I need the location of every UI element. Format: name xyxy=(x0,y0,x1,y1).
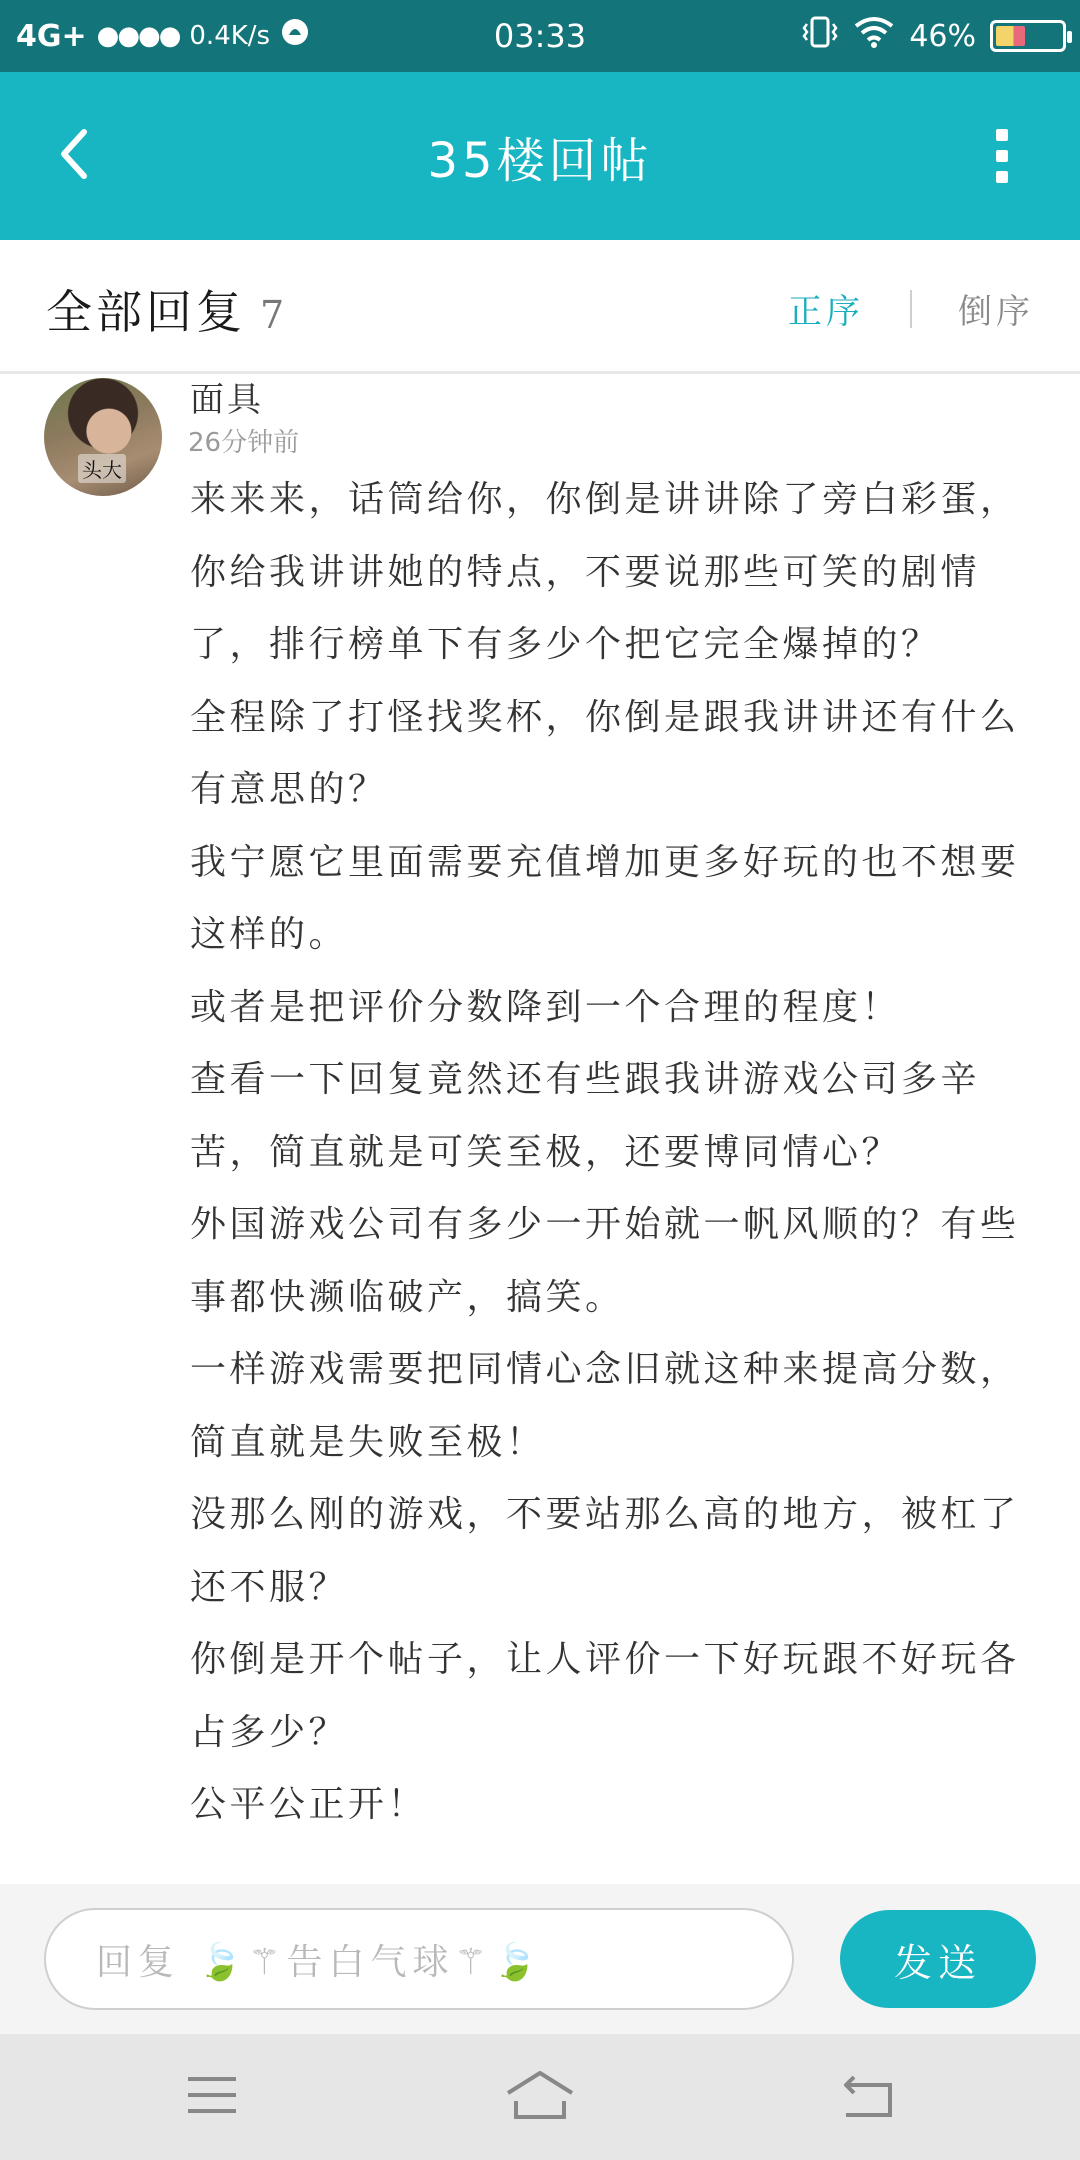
more-vertical-icon xyxy=(996,171,1008,183)
wifi-icon xyxy=(853,16,895,56)
back-arrow-icon xyxy=(54,126,94,186)
post-paragraph: 我宁愿它里面需要充值增加更多好玩的也不想要这样的。 xyxy=(190,841,1020,955)
sort-ascending-button[interactable]: 正序 xyxy=(788,292,864,332)
back-button[interactable] xyxy=(36,118,112,194)
post-paragraph: 外国游戏公司有多少一开始就一帆风顺的？有些事都快濒临破产，搞笑。 xyxy=(190,1204,1020,1318)
network-speed: 0.4K/s xyxy=(189,21,271,51)
status-bar xyxy=(0,0,1080,72)
nav-home-button[interactable] xyxy=(500,2064,580,2130)
more-options-button[interactable] xyxy=(964,118,1040,194)
status-right xyxy=(801,0,1066,72)
battery-percent: 46% xyxy=(909,18,976,54)
app-bar xyxy=(0,72,1080,240)
more-vertical-icon xyxy=(996,150,1008,162)
menu-icon xyxy=(186,2073,238,2121)
avatar-caption: 头大 xyxy=(78,454,126,483)
reply-post xyxy=(0,374,1080,1884)
back-icon xyxy=(840,2071,896,2123)
battery-icon xyxy=(990,20,1066,52)
reply-input-placeholder: 回复 🍃⚚告白气球⚚🍃 xyxy=(96,1941,544,1983)
app-notification-icon xyxy=(280,17,310,55)
more-vertical-icon xyxy=(996,129,1008,141)
post-paragraph: 或者是把评价分数降到一个合理的程度！ xyxy=(190,986,902,1028)
send-button[interactable]: 发送 xyxy=(840,1910,1036,2008)
page-title: 35楼回帖 xyxy=(427,132,653,189)
sort-toggle xyxy=(788,284,1034,333)
reply-count: 7 xyxy=(260,293,285,337)
reply-input[interactable] xyxy=(44,1908,794,2010)
sort-divider xyxy=(910,290,912,328)
reply-header xyxy=(0,240,1080,374)
avatar[interactable] xyxy=(44,378,162,496)
post-timestamp: 26分钟前 xyxy=(188,428,300,458)
sort-descending-button[interactable]: 倒序 xyxy=(958,292,1034,332)
post-paragraph: 来来来，话筒给你，你倒是讲讲除了旁白彩蛋，你给我讲讲她的特点，不要说那些可笑的剧情了，排行榜单下有多少个把它完全爆掉的？ xyxy=(190,479,1020,665)
reply-title-label: 全部回复 xyxy=(46,285,246,339)
reply-bar xyxy=(0,1884,1080,2034)
status-time: 03:33 xyxy=(493,17,587,55)
nav-back-button[interactable] xyxy=(828,2064,908,2130)
post-paragraph: 没那么刚的游戏，不要站那么高的地方，被杠了还不服？ xyxy=(190,1494,1020,1608)
system-nav-bar xyxy=(0,2034,1080,2160)
home-icon xyxy=(504,2069,576,2125)
network-type: 4G+ xyxy=(16,18,87,54)
status-left xyxy=(16,0,310,72)
reply-section-title xyxy=(46,276,284,342)
post-body xyxy=(190,464,1032,1842)
signal-strength: ●●●● xyxy=(96,21,180,51)
battery-level xyxy=(996,26,1025,46)
post-paragraph: 全程除了打怪找奖杯，你倒是跟我讲讲还有什么有意思的？ xyxy=(190,696,1020,810)
vibrate-icon xyxy=(801,15,839,57)
username[interactable]: 面具 xyxy=(190,380,264,420)
post-paragraph: 查看一下回复竟然还有些跟我讲游戏公司多辛苦，简直就是可笑至极，还要博同情心？ xyxy=(190,1059,981,1173)
post-paragraph: 公平公正开！ xyxy=(190,1784,428,1825)
post-paragraph: 你倒是开个帖子，让人评价一下好玩跟不好玩各占多少？ xyxy=(190,1639,1020,1753)
nav-menu-button[interactable] xyxy=(172,2064,252,2130)
post-paragraph: 一样游戏需要把同情心念旧就这种来提高分数，简直就是失败至极！ xyxy=(190,1349,1020,1463)
